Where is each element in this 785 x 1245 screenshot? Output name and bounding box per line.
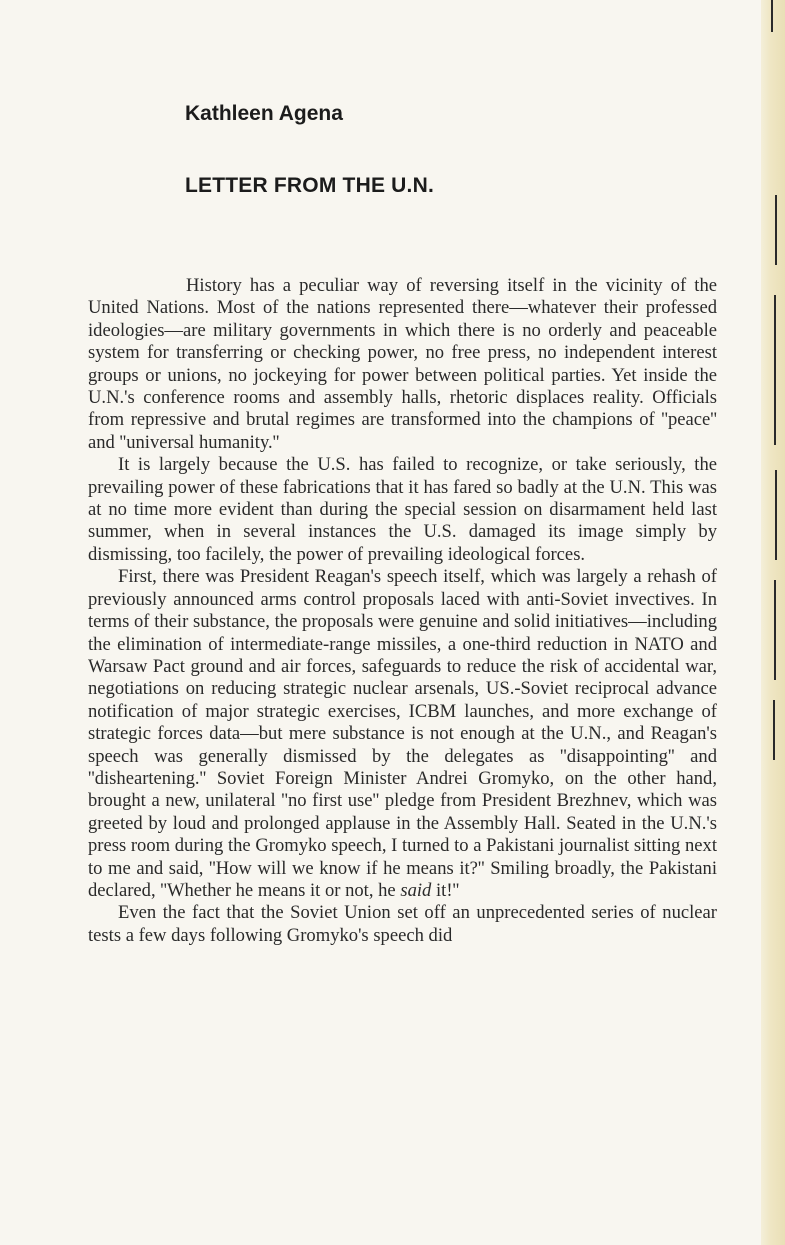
paragraph-1: History has a peculiar way of reversing itself in the vicinity of the United Nations. Most of the nations represented there—whatever their professed ideologies—are military governments in which there is no orderly and peaceable system for transferring or checking power, no free press, no independent interest groups or unions, no jockeying for power between political parties. Yet inside the U.N.'s conference rooms and assembly halls, rhetoric displaces reality. Officials from repressive and brutal regimes are transformed into the champions of ''peace'' and ''universal humanity.'' — [88, 275, 717, 453]
spine-mark — [775, 470, 777, 560]
article-body — [88, 275, 717, 947]
article-title: LETTER FROM THE U.N. — [185, 174, 434, 197]
paragraph-3-text: First, there was President Reagan's speech itself, which was largely a rehash of previously announced arms control proposals laced with anti-Soviet invectives. In terms of their substance, the proposals were genuine and solid initiatives—including the elimination of intermediate-range missiles, a one-third reduction in NATO and Warsaw Pact ground and air forces, safeguards to reduce the risk of accidental war, negotiations on reducing strategic nuclear arsenals, US.-Soviet reciprocal advance notification of major strategic exercises, ICBM launches, and more exchange of strategic forces data—but mere substance is not enough at the U.N., and Reagan's speech was generally dismissed by the delegates as ''disappointing'' and ''disheartening.'' Soviet Foreign Minister Andrei Gromyko, on the other hand, brought a new, unilateral ''no first use'' pledge from President Brezhnev, which was greeted by loud and prolonged applause in the Assembly Hall. Seated in the U.N.'s press room during the Gromyko speech, I turned to a Pakistani journalist sitting next to me and said, ''How will we know if he means it?'' Smiling broadly, the Pakistani declared, ''Whether he means it or not, he — [88, 566, 717, 901]
spine-mark — [773, 700, 775, 760]
spine-mark — [774, 580, 776, 680]
paragraph-2: It is largely because the U.S. has failed to recognize, or take seriously, the prevailing power of these fabrications that it has fared so badly at the U.N. This was at no time more evident than during the special session on disarmament held last summer, when in several instances the U.S. damaged its image simply by dismissing, too facilely, the power of prevailing ideological forces. — [88, 454, 717, 565]
spine-mark — [775, 195, 777, 265]
author-name: Kathleen Agena — [185, 102, 343, 125]
paragraph-4: Even the fact that the Soviet Union set off an unprecedented series of nuclear tests a few days following Gromyko's speech did — [88, 902, 717, 946]
emphasis-said: said — [400, 879, 432, 901]
spine-mark — [771, 0, 773, 32]
paragraph-3 — [88, 566, 717, 902]
spine-mark — [774, 295, 776, 445]
paragraph-3-ending: it!'' — [431, 879, 460, 901]
page-spine-edge — [761, 0, 785, 1245]
